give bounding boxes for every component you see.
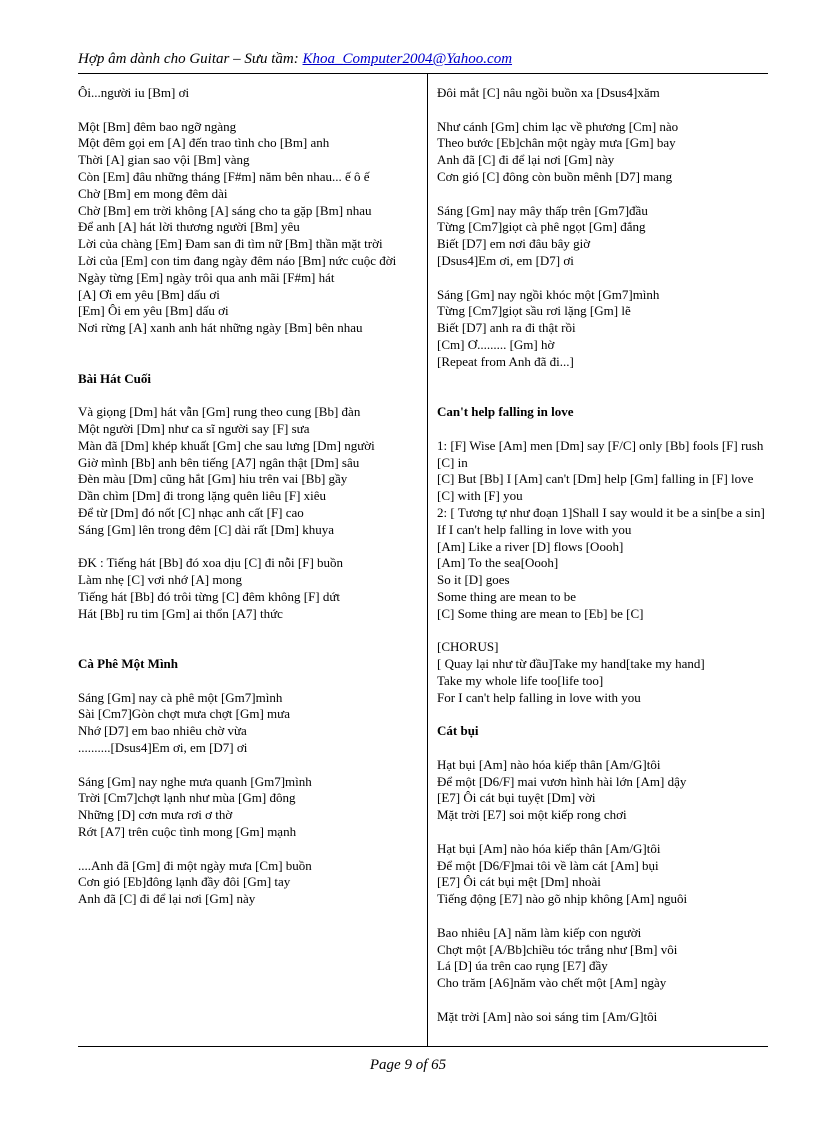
lyric-line: Sài [Cm7]Gòn chợt mưa chợt [Gm] mưa [78, 706, 290, 722]
spacer [78, 102, 410, 119]
lyric-line: [Cm] Ơ......... [Gm] hờ [437, 336, 555, 352]
lyric-line: [Repeat from Anh đã đi...] [437, 353, 574, 369]
spacer [437, 102, 769, 119]
lyric-line: [Em] Ôi em yêu [Bm] dấu ơi [78, 303, 229, 319]
lyric-line: Theo bước [Eb]chân một ngày mưa [Gm] bay [437, 135, 676, 151]
spacer [437, 623, 769, 640]
spacer [437, 740, 769, 757]
lyric-line: Sáng [Gm] lên trong đêm [C] dài rất [Dm] khuya [78, 521, 334, 537]
lyric-line: [E7] Ôi cát bụi tuyệt [Dm] vời [437, 790, 596, 806]
spacer [78, 623, 410, 657]
author-email-link[interactable]: Khoa_Computer2004@Yahoo.com [302, 51, 513, 67]
spacer [437, 706, 769, 723]
song-title: Bài Hát Cuối [78, 370, 151, 386]
lyric-line: [Am] Like a river [D] flows [Oooh] [437, 538, 624, 554]
lyric-line: For I can't help falling in love with you [437, 689, 641, 705]
lyric-line: Sáng [Gm] nay mây thấp trên [Gm7]đầu [437, 202, 648, 218]
spacer [78, 841, 410, 858]
lyric-line: ....Anh đã [Gm] đi một ngày mưa [Cm] buồn [78, 857, 312, 873]
spacer [437, 270, 769, 287]
lyric-line: Ngày từng [Em] ngày trôi qua anh mãi [F#m] hát [78, 269, 335, 285]
spacer [78, 673, 410, 690]
lyric-line: Làm nhẹ [C] vơi nhớ [A] mong [78, 572, 242, 588]
song-title: Cát bụi [437, 723, 479, 739]
lyric-line: Và giọng [Dm] hát vẫn [Gm] rung theo cung [Bb] đàn [78, 404, 361, 420]
lyric-line: Rớt [A7] trên cuộc tình mong [Gm] mạnh [78, 824, 297, 840]
lyric-line: Thời [A] gian sao vội [Bm] vàng [78, 152, 250, 168]
lyric-line: Đèn màu [Dm] cũng hắt [Gm] hiu trên vai [Bb] gầy [78, 471, 348, 487]
spacer [78, 337, 410, 371]
lyric-line: Hát [Bb] ru tim [Gm] ai thổn [A7] thức [78, 605, 283, 621]
column-divider [427, 74, 428, 1046]
spacer [437, 992, 769, 1009]
lyric-line: ..........[Dsus4]Em ơi, em [D7] ơi [78, 740, 248, 756]
lyric-line: Để một [D6/F]mai tôi về làm cát [Am] bụi [437, 857, 659, 873]
lyric-line: Bao nhiêu [A] năm làm kiếp con người [437, 924, 642, 940]
lyric-line: Anh đã [C] đi để lại nơi [Gm] này [78, 891, 256, 907]
page-header [78, 50, 778, 68]
lyric-line: [A] Ơi em yêu [Bm] dấu ơi [78, 286, 220, 302]
lyric-line: Mặt trời [E7] soi một kiếp rong chơi [437, 807, 627, 823]
spacer [437, 824, 769, 841]
lyric-line: Hạt bụi [Am] nào hóa kiếp thân [Am/G]tôi [437, 756, 661, 772]
lyric-line: Từng [Cm7]giọt sầu rơi lặng [Gm] lẽ [437, 303, 631, 319]
lyric-line: Như cánh [Gm] chim lạc về phương [Cm] nào [437, 118, 679, 134]
spacer [437, 908, 769, 925]
lyric-line: [Am] To the sea[Oooh] [437, 555, 559, 571]
lyric-line: Trời [Cm7]chợt lạnh như mùa [Gm] đông [78, 790, 296, 806]
header-text: Hợp âm dành cho Guitar – Sưu tầm: [78, 51, 303, 67]
lyric-line: Chờ [Bm] em mong đêm dài [78, 185, 228, 201]
lyric-line: Take my whole life too[life too] [437, 672, 604, 688]
lyric-line: Cho trăm [A6]năm vào chết một [Am] ngày [437, 975, 667, 991]
lyric-line: [E7] Ôi cát bụi mệt [Dm] nhoài [437, 874, 601, 890]
song-title: Cà Phê Một Mình [78, 656, 179, 672]
lyric-line: 2: [ Tương tự như đoạn 1]Shall I say would it be a sin[be a sin] [437, 504, 765, 520]
lyric-line: ĐK : Tiếng hát [Bb] đó xoa dịu [C] đi nỗi [F] buồn [78, 555, 344, 571]
lyric-line: Dần chìm [Dm] đi trong lặng quên liêu [F] xiêu [78, 488, 327, 504]
lyric-line: Nơi rừng [A] xanh anh hát những ngày [Bm] bên nhau [78, 320, 363, 336]
lyric-line: Nhớ [D7] em bao nhiêu chờ vừa [78, 723, 247, 739]
spacer [78, 387, 410, 404]
right-column [437, 85, 769, 1026]
lyric-line: Ôi...người iu [Bm] ơi [78, 85, 190, 100]
page-number: Page 9 of 65 [369, 1057, 447, 1073]
lyric-line: Một người [Dm] như ca sĩ người say [F] sưa [78, 420, 310, 436]
lyric-line: [C] But [Bb] I [Am] can't [Dm] help [Gm] falling in [F] love [C] with [F] you [437, 471, 754, 504]
lyric-line: Chợt một [A/Bb]chiều tóc trắng như [Bm] vôi [437, 941, 678, 957]
lyric-line: Mặt trời [Am] nào soi sáng tim [Am/G]tôi [437, 1008, 658, 1024]
lyric-line: Để anh [A] hát lời thương người [Bm] yêu [78, 219, 300, 235]
lyric-line: Một [Bm] đêm bao ngỡ ngàng [78, 118, 237, 134]
song-title: Can't help falling in love [437, 404, 574, 420]
lyric-line: Lời của chàng [Em] Đam san đi tìm nữ [Bm] thần mặt trời [78, 236, 383, 252]
lyric-line: Sáng [Gm] nay ngồi khóc một [Gm7]mình [437, 286, 660, 302]
lyric-line: Hạt bụi [Am] nào hóa kiếp thân [Am/G]tôi [437, 840, 661, 856]
lyric-line: Biết [D7] em nơi đâu bây giờ [437, 236, 591, 252]
header-rule [78, 73, 768, 74]
lyric-line: Biết [D7] anh ra đi thật rồi [437, 320, 576, 336]
left-column [78, 85, 410, 908]
lyric-line: So it [D] goes [437, 572, 510, 588]
lyric-line: Một đêm gọi em [A] đến trao tình cho [Bm] anh [78, 135, 330, 151]
lyric-line: Còn [Em] đâu những tháng [F#m] năm bên nhau... ế ô ế [78, 168, 370, 184]
lyric-line: Để từ [Dm] đó nốt [C] nhạc anh cất [F] cao [78, 504, 304, 520]
lyric-line: [CHORUS] [437, 639, 499, 655]
lyric-line: Sáng [Gm] nay cà phê một [Gm7]mình [78, 689, 283, 705]
lyric-line: Cơn gió [C] đông còn buồn mênh [D7] mang [437, 168, 673, 184]
lyric-line: Chờ [Bm] em trời không [A] sáng cho ta gặp [Bm] nhau [78, 202, 372, 218]
lyric-line: If I can't help falling in love with you [437, 521, 632, 537]
lyric-line: [ Quay lại như từ đầu]Take my hand[take my hand] [437, 656, 705, 672]
lyric-line: Lá [D] úa trên cao rụng [E7] đầy [437, 958, 608, 974]
spacer [437, 371, 769, 405]
spacer [78, 757, 410, 774]
lyric-line: Lời của [Em] con tim đang ngày đêm náo [Bm] nức cuộc đời [78, 252, 397, 268]
lyric-line: Some thing are mean to be [437, 588, 576, 604]
lyric-line: Tiếng động [E7] nào gõ nhịp không [Am] nguôi [437, 891, 688, 907]
lyric-line: Màn đã [Dm] khép khuất [Gm] che sau lưng [Dm] người [78, 437, 375, 453]
spacer [437, 186, 769, 203]
lyric-line: Để một [D6/F] mai vươn hình hài lớn [Am] dậy [437, 773, 687, 789]
spacer [78, 539, 410, 556]
lyric-line: [C] Some thing are mean to [Eb] be [C] [437, 605, 644, 621]
lyric-line: Từng [Cm7]giọt cà phê ngọt [Gm] đắng [437, 219, 646, 235]
lyric-line: Cơn gió [Eb]đông lạnh đầy đôi [Gm] tay [78, 874, 291, 890]
spacer [437, 421, 769, 438]
footer-rule [78, 1046, 768, 1047]
lyric-line: Anh đã [C] đi để lại nơi [Gm] này [437, 152, 615, 168]
lyric-line: Đôi mắt [C] nâu ngồi buồn xa [Dsus4]xăm [437, 85, 660, 100]
lyric-line: 1: [F] Wise [Am] men [Dm] say [F/C] only [Bb] fools [F] rush [C] in [437, 437, 764, 470]
lyric-line: Sáng [Gm] nay nghe mưa quanh [Gm7]mình [78, 773, 312, 789]
lyric-line: [Dsus4]Em ơi, em [D7] ơi [437, 252, 574, 268]
lyric-line: Giờ mình [Bb] anh bên tiếng [A7] ngân thật [Dm] sâu [78, 454, 360, 470]
lyric-line: Tiếng hát [Bb] đó trôi từng [C] đêm không [F] dứt [78, 588, 341, 604]
lyric-line: Những [D] cơn mưa rơi ơ thờ [78, 807, 233, 823]
